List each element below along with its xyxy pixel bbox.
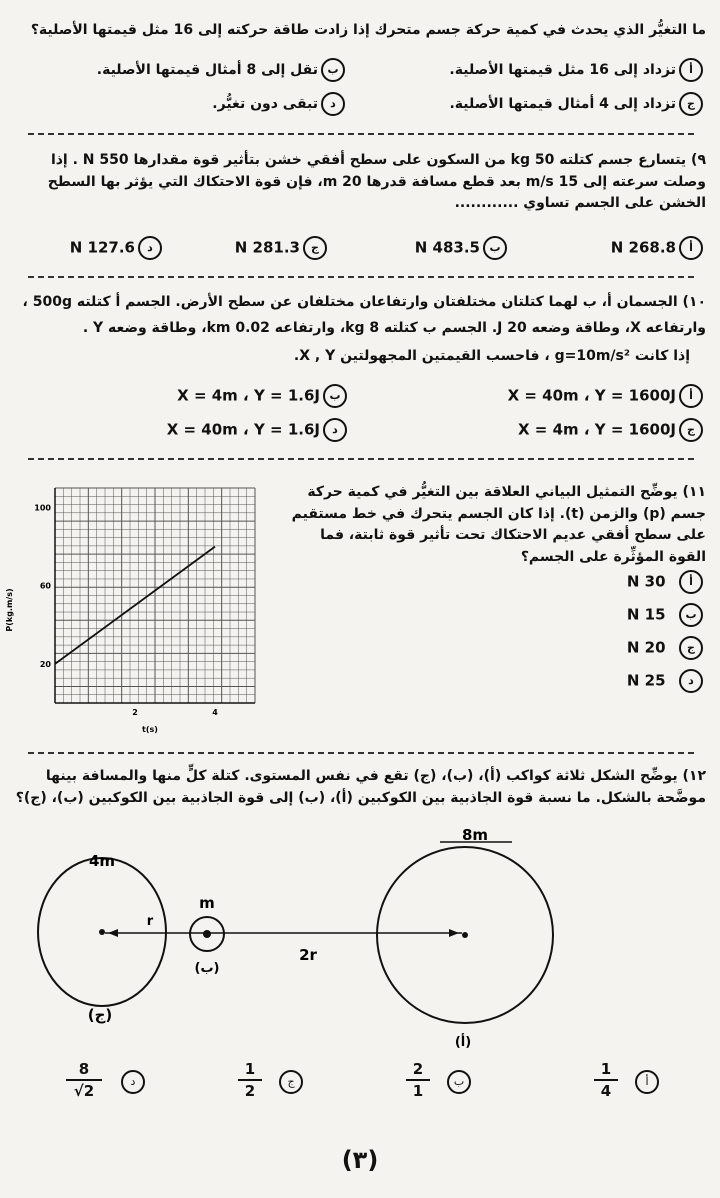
planet-c-center: [99, 929, 105, 935]
q-prev-option-b[interactable]: [97, 58, 348, 82]
momentum-time-graph: [0, 470, 270, 740]
option-text: تبقى دون تغيُّر.: [212, 96, 318, 112]
chart-grid: [55, 488, 255, 703]
q9-option-c[interactable]: [170, 236, 330, 260]
q-prev-option-d[interactable]: [212, 92, 348, 116]
q-prev-option-a[interactable]: [449, 58, 706, 82]
option-text: 30 N: [626, 572, 666, 591]
q9-stem: ٩) يتسارع جسم كتلته 50 kg من السكون على سطح أفقي خشن بتأثير قوة مقدارها 550 N . إذا وصلت سرعته إلى 15 m/s بعد قطع مسافة قدرها 20 m، فإن قوة الاحتكاك التي يؤثر بها السطح الخشن على الجسم تساوي ............: [47, 152, 706, 212]
planet-c-label: (ج): [87, 1006, 113, 1024]
divider: [28, 276, 694, 278]
q10-option-a[interactable]: [508, 384, 706, 408]
fraction-numerator: 1: [244, 1060, 256, 1078]
planet-b-center: [203, 930, 211, 938]
q10-line3: إذا كانت g=10m/s² ، فاحسب القيمتين المجهولتين X , Y.: [293, 348, 690, 364]
q12-option-a[interactable]: [586, 1060, 666, 1110]
option-text: تقل إلى 8 أمثال قيمتها الأصلية.: [96, 62, 318, 78]
q9-option-d[interactable]: [15, 236, 165, 260]
y-axis-label: P(kg.m/s): [5, 588, 14, 632]
option-text: 281.3 N: [234, 238, 300, 257]
fraction-numerator: 8: [78, 1060, 90, 1078]
option-mark: أ: [679, 58, 703, 82]
divider: [28, 458, 694, 460]
fraction-denominator: 1: [412, 1082, 424, 1100]
option-text: 25 N: [626, 671, 666, 690]
x-tick-label: 2: [132, 708, 138, 717]
q-prev-stem: ما التغيُّر الذي يحدث في كمية حركة جسم متحرك إذا زادت طاقة حركته إلى 16 مثل قيمتها الأصلية؟: [30, 22, 706, 38]
planet-a-center: [462, 932, 468, 938]
option-text: X = 40m ، Y = 1600J: [507, 386, 676, 405]
option-text: تزداد إلى 16 مثل قيمتها الأصلية.: [449, 62, 676, 78]
option-mark: ج: [303, 236, 327, 260]
fraction-numerator: 2: [412, 1060, 424, 1078]
option-mark: د: [323, 418, 347, 442]
q10-line1: ١٠) الجسمان أ، ب لهما كتلتان مختلفتان وارتفاعان مختلفان عن سطح الأرض. الجسم أ كتلته 500g ،: [22, 294, 706, 310]
q10-option-b[interactable]: [177, 384, 350, 408]
q-prev-option-c[interactable]: [449, 92, 706, 116]
fraction-denominator: 4: [600, 1082, 612, 1100]
distance-bc-label: r: [146, 914, 154, 929]
q11-option-c[interactable]: [627, 636, 706, 660]
y-tick-label: 100: [34, 503, 51, 513]
q12-option-b[interactable]: [398, 1060, 478, 1110]
series-line: [55, 547, 215, 664]
page-number: (٣): [341, 1146, 379, 1174]
divider: [28, 133, 694, 135]
option-mark: د: [679, 669, 703, 693]
x-axis-label: t(s): [142, 725, 158, 734]
planet-a-label: (أ): [454, 1035, 472, 1050]
option-mark: د: [321, 92, 345, 116]
fraction-numerator: 1: [600, 1060, 612, 1078]
q9-option-b[interactable]: [350, 236, 510, 260]
option-mark: أ: [679, 384, 703, 408]
option-mark: ج: [679, 92, 703, 116]
option-text: 127.6 N: [69, 238, 135, 257]
arrow-left: [108, 929, 118, 937]
option-text: X = 4m ، Y = 1.6J: [177, 386, 320, 405]
q12-option-d[interactable]: [62, 1060, 152, 1110]
option-text: X = 4m ، Y = 1600J: [518, 420, 676, 439]
x-tick-label: 4: [212, 708, 218, 717]
option-text: X = 40m ، Y = 1.6J: [166, 420, 320, 439]
q12-option-c[interactable]: [230, 1060, 310, 1110]
option-mark: ب: [447, 1070, 471, 1094]
q11-stem: ١١) يوضِّح التمثيل البياني العلاقة بين التغيُّر في كمية حركة جسم (p) والزمن (t). إذا كان الجسم يتحرك في خط مستقيم على سطح أفقي عديم الاحتكاك تحت تأثير قوة ثابتة، فما القوة المؤثِّرة على الجسم؟: [291, 484, 706, 566]
planets-diagram: [0, 820, 720, 1060]
distance-ab-label: 2r: [299, 946, 317, 964]
q12-stem: ١٢) يوضِّح الشكل ثلاثة كواكب (أ)، (ب)، (ج) تقع في نفس المستوى. كتلة كلٍّ منها والمسافة بينها موضَّحة بالشكل. ما نسبة قوة الجاذبية بين الكوكبين (أ)، (ب) إلى قوة الجاذبية بين الكوكبين (ب)، (ج)؟: [15, 768, 706, 806]
q11-option-d[interactable]: [627, 669, 706, 693]
mass-a-label: 8m: [461, 826, 489, 844]
q9-option-a[interactable]: [546, 236, 706, 260]
option-text: 20 N: [626, 638, 666, 657]
option-text: 268.8 N: [610, 238, 676, 257]
option-mark: ج: [679, 636, 703, 660]
option-mark: أ: [635, 1070, 659, 1094]
y-tick-label: 20: [39, 659, 51, 669]
option-mark: ب: [679, 603, 703, 627]
arrow-right: [449, 929, 459, 937]
option-text: 15 N: [626, 605, 666, 624]
q11-option-b[interactable]: [627, 603, 706, 627]
q10-line2: وارتفاعه X، وطاقة وضعه 20 J. الجسم ب كتلته 8 kg، وارتفاعه 0.02 km، وطاقة وضعه Y .: [82, 320, 706, 336]
option-text: تزداد إلى 4 أمثال قيمتها الأصلية.: [449, 96, 676, 112]
option-mark: ج: [679, 418, 703, 442]
option-mark: د: [138, 236, 162, 260]
q10-option-d[interactable]: [167, 418, 350, 442]
q10-option-c[interactable]: [518, 418, 706, 442]
planet-b-label: (ب): [194, 961, 220, 976]
option-mark: د: [121, 1070, 145, 1094]
option-mark: ب: [483, 236, 507, 260]
mass-b-label: m: [199, 894, 215, 912]
option-mark: أ: [679, 236, 703, 260]
y-tick-label: 60: [39, 581, 51, 591]
option-mark: ج: [279, 1070, 303, 1094]
option-text: 483.5 N: [414, 238, 480, 257]
q11-option-a[interactable]: [627, 570, 706, 594]
divider: [28, 752, 694, 754]
option-mark: أ: [679, 570, 703, 594]
fraction-denominator: √2: [73, 1082, 95, 1100]
fraction-denominator: 2: [244, 1082, 256, 1100]
mass-c-label: 4m: [88, 852, 116, 870]
option-mark: ب: [323, 384, 347, 408]
option-mark: ب: [321, 58, 345, 82]
